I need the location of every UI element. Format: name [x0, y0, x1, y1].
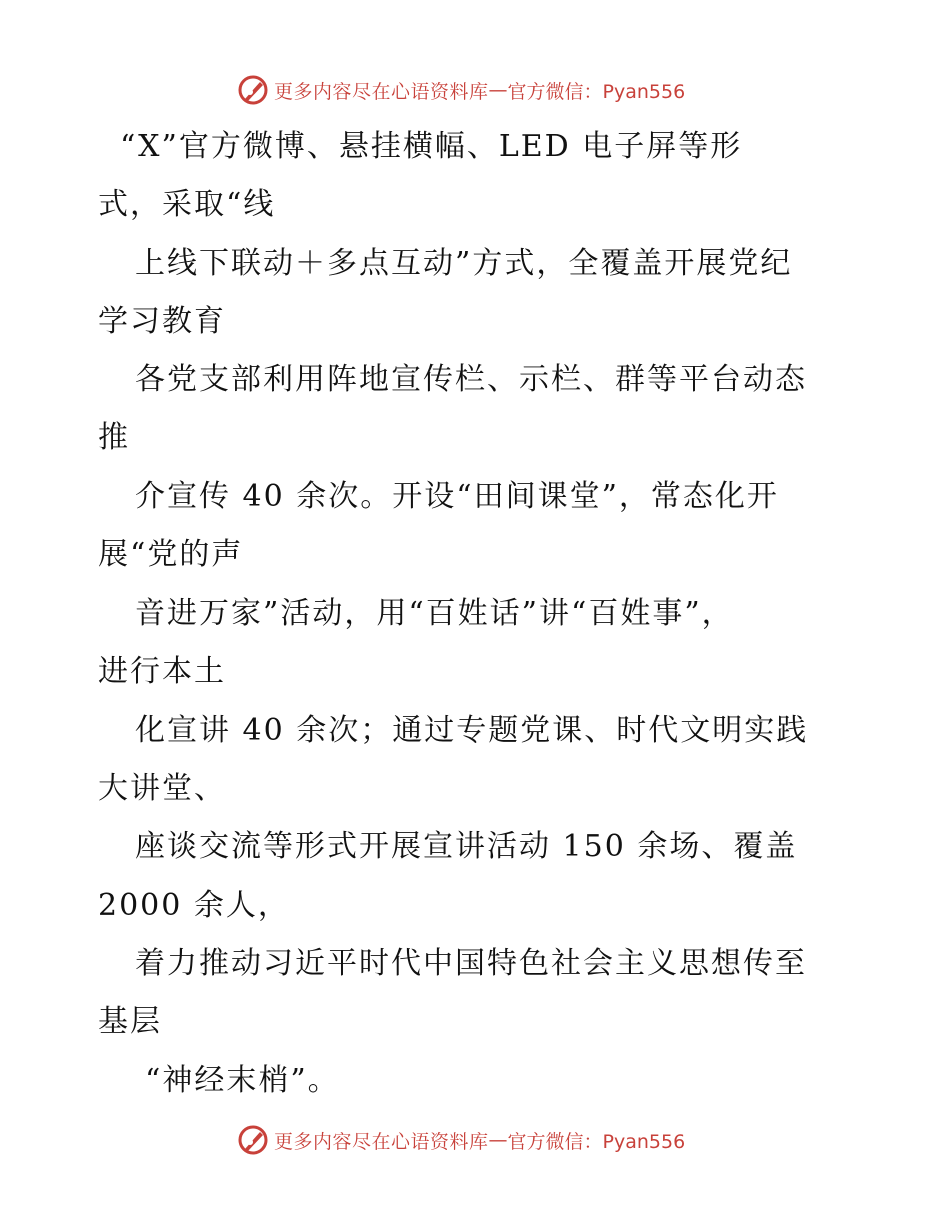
text-line: “神经末梢”。	[145, 1063, 340, 1098]
text-line: 推	[98, 420, 130, 455]
text-line: 式，采取“线	[98, 187, 276, 222]
text-line: 学习教育	[98, 304, 226, 339]
text-line: 座谈交流等形式开展宣讲活动 150 余场、覆盖	[135, 829, 798, 864]
text-line: 介宣传 40 余次。开设“田间课堂”，常态化开	[135, 479, 779, 514]
banner-title: 更多内容尽在心语资料库	[274, 80, 489, 103]
banner-wechat: 官方微信：Pyan556	[507, 80, 686, 103]
banner-wechat: 官方微信：Pyan556	[507, 1130, 686, 1153]
text-line: 进行本土	[98, 654, 226, 689]
text-line: 音进万家”活动，用“百姓话”讲“百姓事”，	[135, 596, 734, 631]
banner-separator: —	[488, 1129, 508, 1151]
text-line: 化宣讲 40 余次；通过专题党课、时代文明实践	[135, 713, 809, 748]
banner-separator: —	[488, 79, 508, 101]
text-line: 着力推动习近平时代中国特色社会主义思想传至	[135, 946, 807, 981]
text-line: 基层	[98, 1004, 162, 1039]
text-line: 2000 余人，	[98, 888, 290, 923]
text-line: “X”官方微博、悬挂横幅、LED 电子屏等形	[120, 129, 743, 164]
text-line: 展“党的声	[98, 537, 244, 572]
pen-circle-logo-icon	[236, 1123, 270, 1157]
banner-title: 更多内容尽在心语资料库	[274, 1130, 489, 1153]
text-line: 各党支部利用阵地宣传栏、示栏、群等平台动态	[135, 362, 807, 397]
footer-banner	[236, 1120, 736, 1160]
text-line: 上线下联动＋多点互动”方式，全覆盖开展党纪	[135, 246, 793, 281]
text-line: 大讲堂、	[98, 771, 226, 806]
